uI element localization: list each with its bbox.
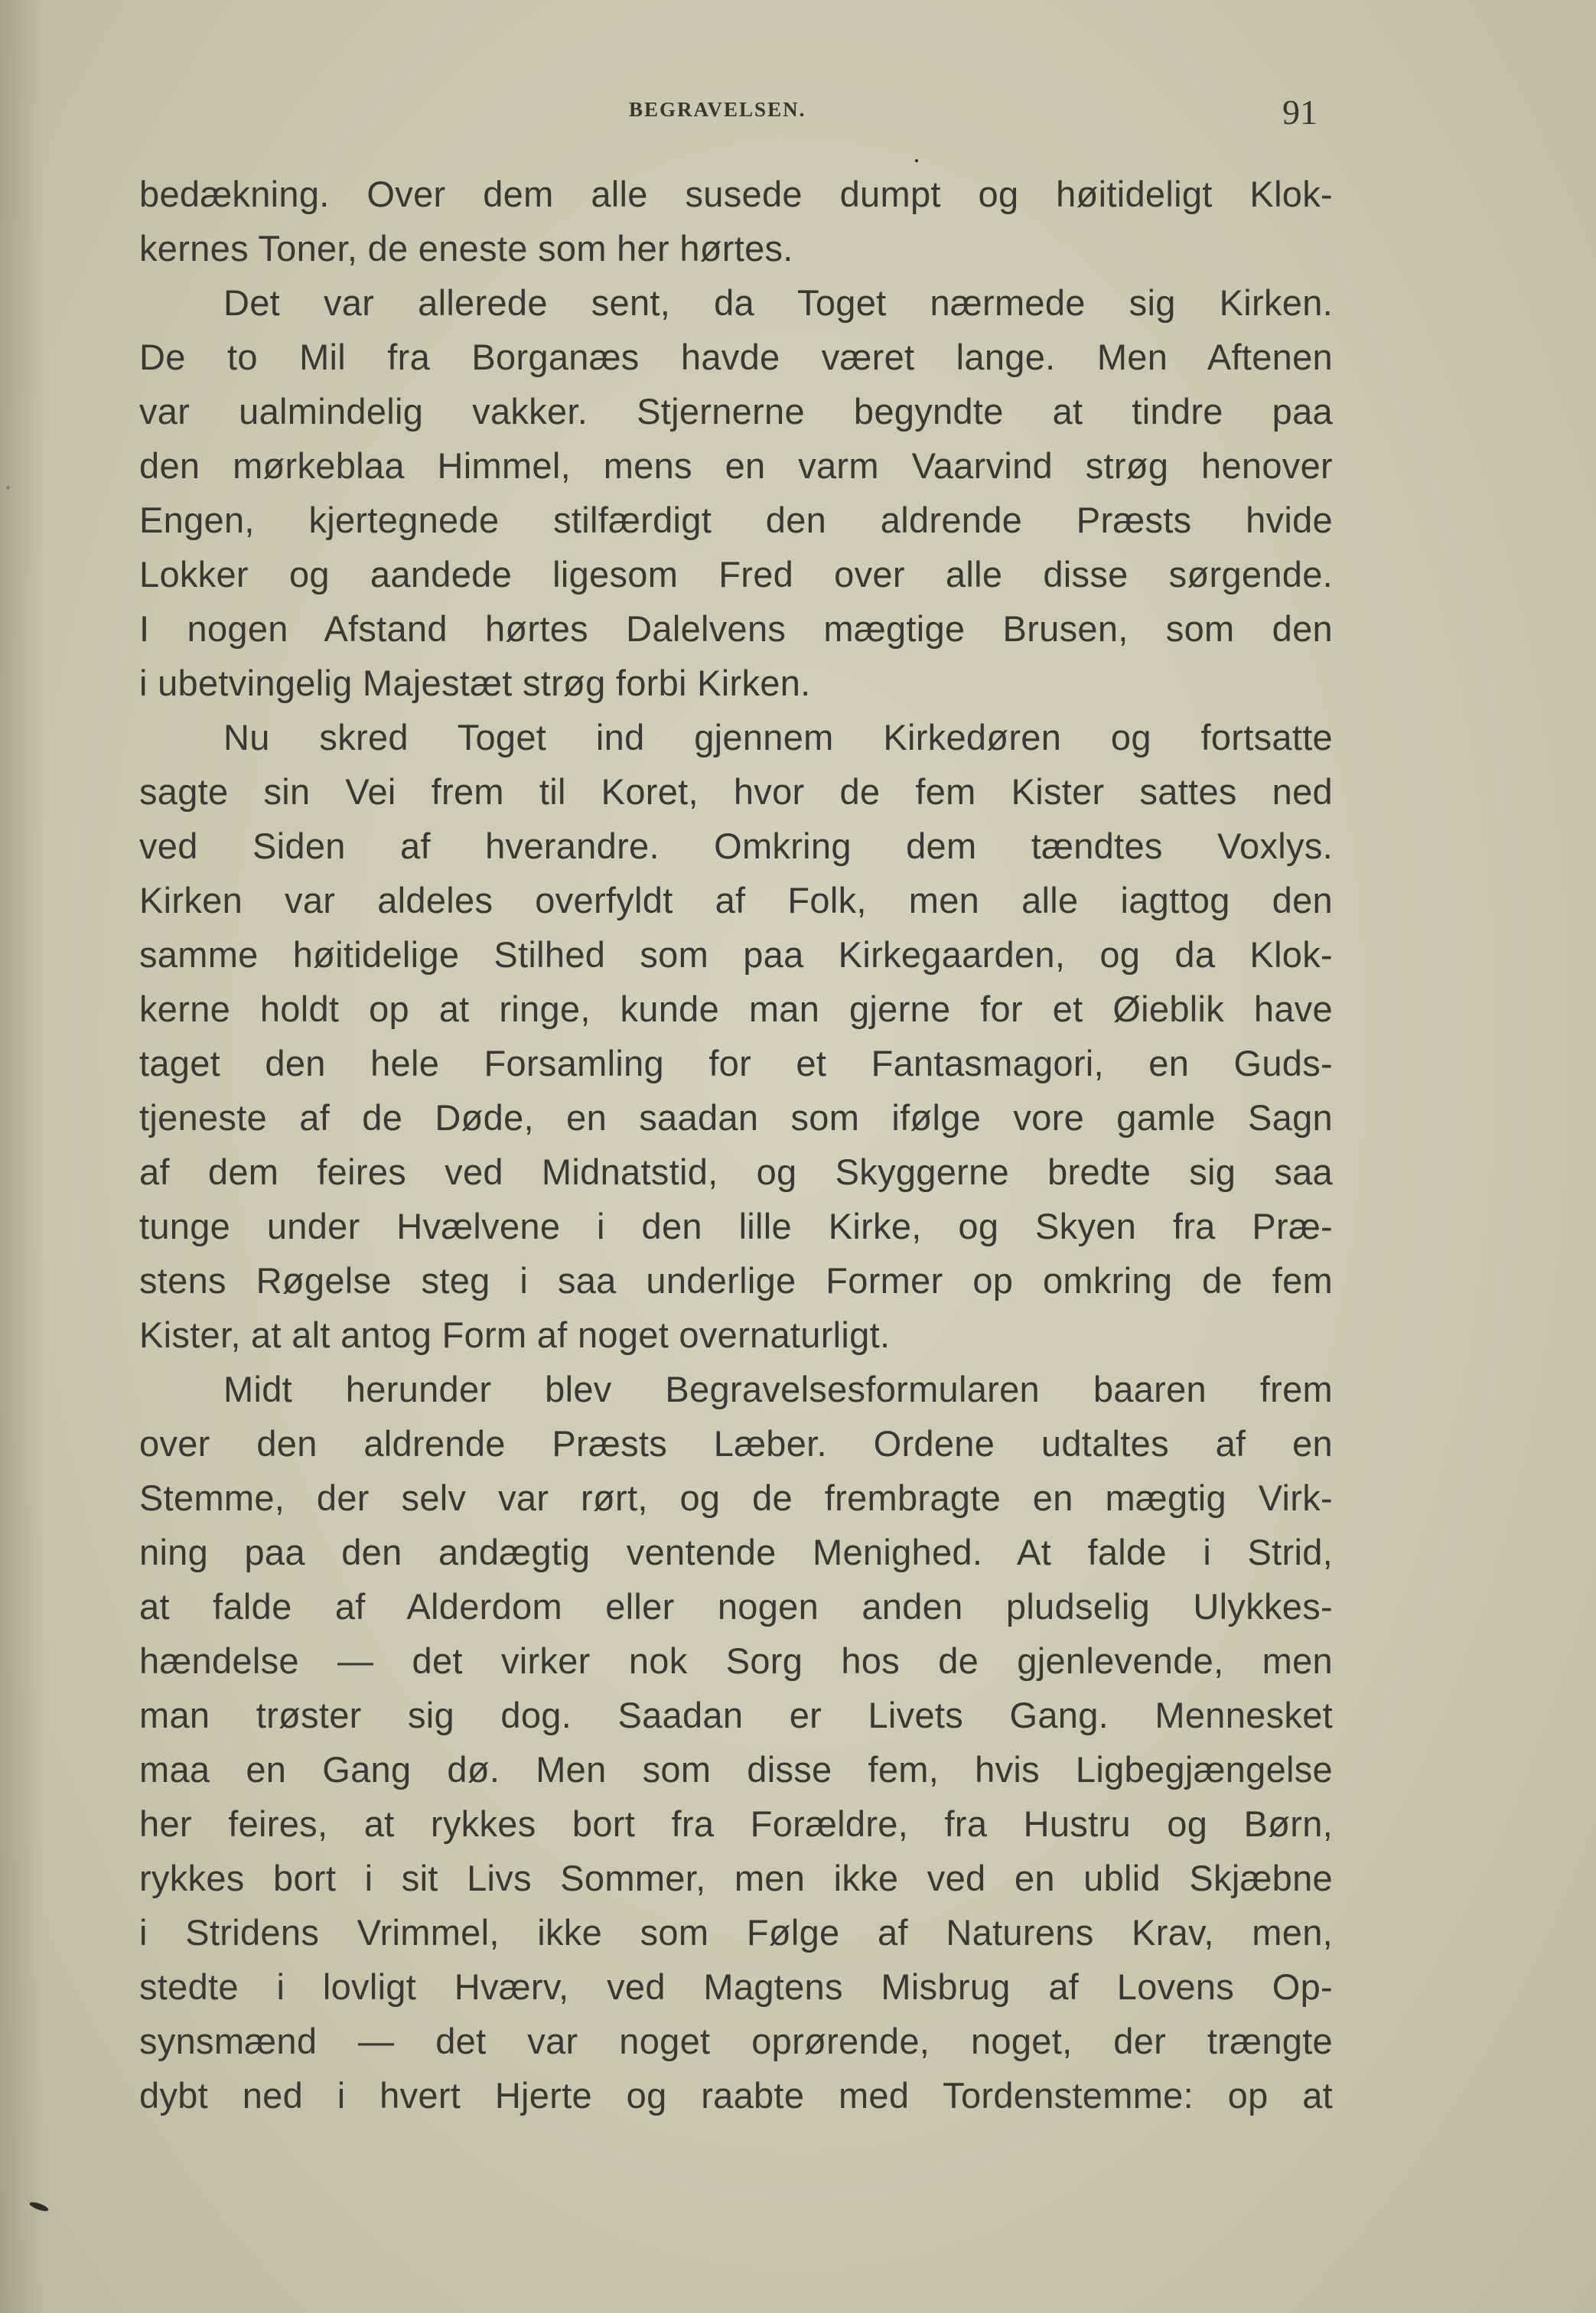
text-line: taget den hele Forsamling for et Fantasmagori, en Guds- (139, 1043, 1333, 1083)
page-number: 91 (1282, 93, 1318, 132)
text-line: Engen, kjertegnede stilfærdigt den aldrende Præsts hvide (139, 500, 1333, 540)
text-line: Lokker og aandede ligesom Fred over alle disse sørgende. (139, 554, 1333, 595)
text-line: var ualmindelig vakker. Stjernerne begyndte at tindre paa (139, 391, 1333, 432)
text-line: dybt ned i hvert Hjerte og raabte med Tordenstemme: op at (139, 2075, 1333, 2116)
text-line: tjeneste af de Døde, en saadan som ifølge vore gamle Sagn (139, 1097, 1333, 1138)
text-line: i Stridens Vrimmel, ikke som Følge af Naturens Krav, men, (139, 1912, 1333, 1953)
text-line: Midt herunder blev Begravelsesformularen baaren frem (223, 1369, 1333, 1409)
text-line: stedte i lovligt Hværv, ved Magtens Misbrug af Lovens Op- (139, 1966, 1333, 2007)
text-line: hændelse — det virker nok Sorg hos de gjenlevende, men (139, 1640, 1333, 1681)
text-line: samme høitidelige Stilhed som paa Kirkegaarden, og da Klok- (139, 934, 1333, 975)
text-line: bedækning. Over dem alle susede dumpt og høitideligt Klok- (139, 174, 1333, 214)
text-line: I nogen Afstand hørtes Dalelvens mægtige Brusen, som den (139, 608, 1333, 649)
text-line: Det var allerede sent, da Toget nærmede sig Kirken. (223, 282, 1333, 323)
running-head (0, 90, 1596, 136)
text-line: sagte sin Vei frem til Koret, hvor de fem Kister sattes ned (139, 771, 1333, 812)
text-line: den mørkeblaa Himmel, mens en varm Vaarvind strøg henover (139, 445, 1333, 486)
text-line: her feires, at rykkes bort fra Forældre, fra Hustru og Børn, (139, 1803, 1333, 1844)
text-line: Kister, at alt antog Form af noget overnaturligt. (139, 1315, 891, 1355)
text-line: Stemme, der selv var rørt, og de frembragte en mægtig Virk- (139, 1477, 1333, 1518)
text-line: tunge under Hvælvene i den lille Kirke, og Skyen fra Præ- (139, 1206, 1333, 1246)
ink-speck (6, 486, 10, 490)
text-line: Kirken var aldeles overfyldt af Folk, men alle iagttog den (139, 880, 1333, 920)
text-line: ning paa den andægtig ventende Menighed. At falde i Strid, (139, 1532, 1333, 1572)
ink-speck (915, 159, 918, 162)
text-line: man trøster sig dog. Saadan er Livets Gang. Mennesket (139, 1695, 1333, 1735)
text-line: kerne holdt op at ringe, kunde man gjerne for et Øieblik have (139, 989, 1333, 1029)
text-line: De to Mil fra Borganæs havde været lange. Men Aftenen (139, 337, 1333, 377)
binding-shadow (0, 0, 46, 2313)
text-line: synsmænd — det var noget oprørende, noget, der trængte (139, 2021, 1333, 2061)
running-title: BEGRAVELSEN. (629, 98, 806, 121)
text-line: maa en Gang dø. Men som disse fem, hvis Ligbegjængelse (139, 1749, 1333, 1790)
text-line: kernes Toner, de eneste som her hørtes. (139, 228, 793, 269)
text-line: over den aldrende Præsts Læber. Ordene udtaltes af en (139, 1423, 1333, 1464)
text-line: ved Siden af hverandre. Omkring dem tændtes Voxlys. (139, 826, 1333, 866)
text-line: at falde af Alderdom eller nogen anden pludselig Ulykkes- (139, 1586, 1333, 1627)
text-line: rykkes bort i sit Livs Sommer, men ikke ved en ublid Skjæbne (139, 1858, 1333, 1898)
body-text (139, 167, 1333, 2122)
text-line: af dem feires ved Midnatstid, og Skyggerne bredte sig saa (139, 1152, 1333, 1192)
text-line: i ubetvingelig Majestæt strøg forbi Kirken. (139, 663, 811, 703)
text-line: Nu skred Toget ind gjennem Kirkedøren og fortsatte (223, 717, 1333, 757)
text-line: stens Røgelse steg i saa underlige Former op omkring de fem (139, 1260, 1333, 1301)
